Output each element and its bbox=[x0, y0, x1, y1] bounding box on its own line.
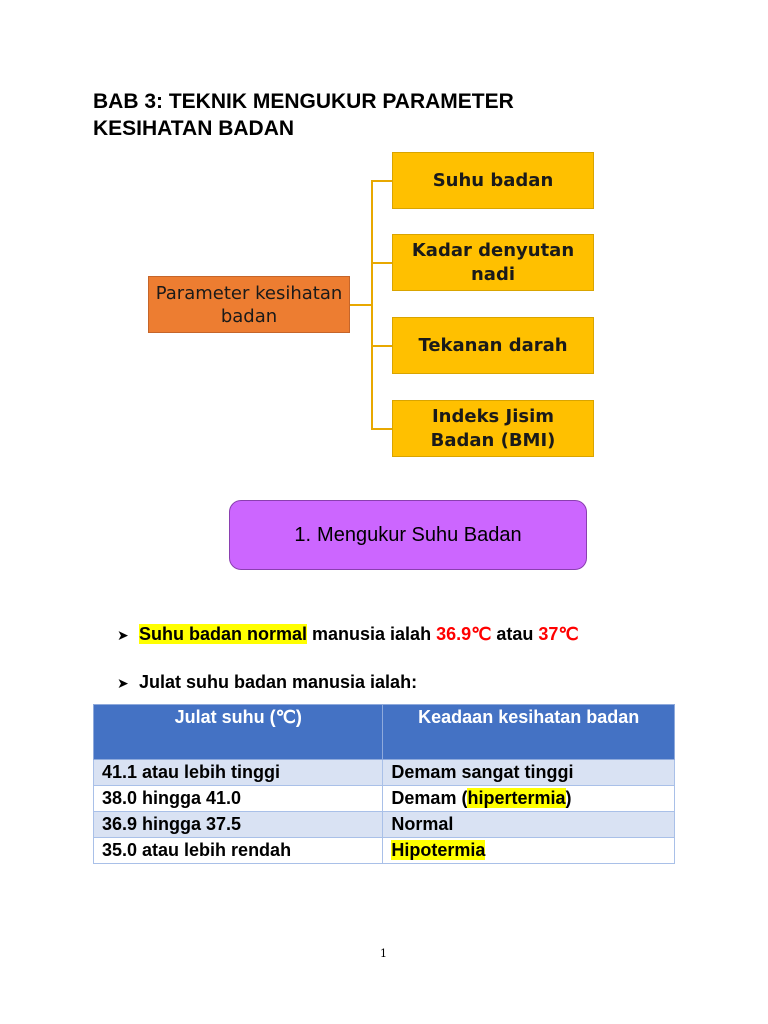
table-header-row bbox=[94, 705, 675, 760]
table-row bbox=[94, 786, 675, 812]
page-number: 1 bbox=[380, 947, 387, 960]
table-cell-condition: Normal bbox=[383, 812, 675, 838]
table-cell-condition: Demam sangat tinggi bbox=[383, 760, 675, 786]
bullet-normal-temperature bbox=[117, 622, 579, 648]
page-title bbox=[93, 88, 514, 142]
diagram-connector-spine bbox=[371, 180, 373, 430]
table-cell-range: 36.9 hingga 37.5 bbox=[94, 812, 383, 838]
section-heading-box bbox=[229, 500, 587, 570]
bullet-text: atau bbox=[491, 624, 539, 644]
diagram-connector-branch bbox=[371, 345, 392, 347]
arrow-bullet-icon: ➤ bbox=[117, 676, 129, 692]
bullet-text: Julat suhu badan manusia ialah: bbox=[139, 672, 418, 692]
diagram-item-kadar-denyutan-nadi: Kadar denyutan nadi bbox=[392, 234, 594, 291]
table-cell-condition bbox=[383, 838, 675, 864]
table-row bbox=[94, 812, 675, 838]
table-header-range: Julat suhu (℃) bbox=[94, 705, 383, 760]
page-title-line-2: KESIHATAN BADAN bbox=[93, 117, 295, 140]
diagram-item-suhu-badan: Suhu badan bbox=[392, 152, 594, 209]
condition-text: ) bbox=[565, 788, 572, 808]
table-cell-range: 38.0 hingga 41.0 bbox=[94, 786, 383, 812]
diagram-connector-stem bbox=[350, 304, 372, 306]
diagram-root-box: Parameter kesihatan badan bbox=[148, 276, 350, 333]
bullet-temperature-range bbox=[117, 670, 417, 696]
temperature-range-table bbox=[93, 704, 675, 864]
condition-text: Demam ( bbox=[391, 788, 468, 808]
page-title-line-1: BAB 3: TEKNIK MENGUKUR PARAMETER bbox=[93, 90, 514, 113]
highlighted-text: Suhu badan normal bbox=[139, 624, 308, 644]
table-row bbox=[94, 838, 675, 864]
table-row bbox=[94, 760, 675, 786]
diagram-connector-branch bbox=[371, 180, 392, 182]
diagram-connector-branch bbox=[371, 262, 392, 264]
temperature-value: 36.9℃ bbox=[436, 624, 492, 644]
table-cell-range: 35.0 atau lebih rendah bbox=[94, 838, 383, 864]
temperature-value: 37℃ bbox=[538, 624, 579, 644]
table-cell-condition bbox=[383, 786, 675, 812]
section-number: 1. bbox=[294, 523, 312, 546]
condition-highlight: Hipotermia bbox=[391, 840, 486, 860]
diagram-connector-branch bbox=[371, 428, 392, 430]
table-cell-range: 41.1 atau lebih tinggi bbox=[94, 760, 383, 786]
bullet-text: manusia ialah bbox=[307, 624, 437, 644]
condition-highlight: hipertermia bbox=[467, 788, 566, 808]
arrow-bullet-icon: ➤ bbox=[117, 628, 129, 644]
diagram-item-indeks-jisim-badan: Indeks Jisim Badan (BMI) bbox=[392, 400, 594, 457]
section-title: Mengukur Suhu Badan bbox=[317, 523, 522, 546]
diagram-item-tekanan-darah: Tekanan darah bbox=[392, 317, 594, 374]
table-header-condition: Keadaan kesihatan badan bbox=[383, 705, 675, 760]
